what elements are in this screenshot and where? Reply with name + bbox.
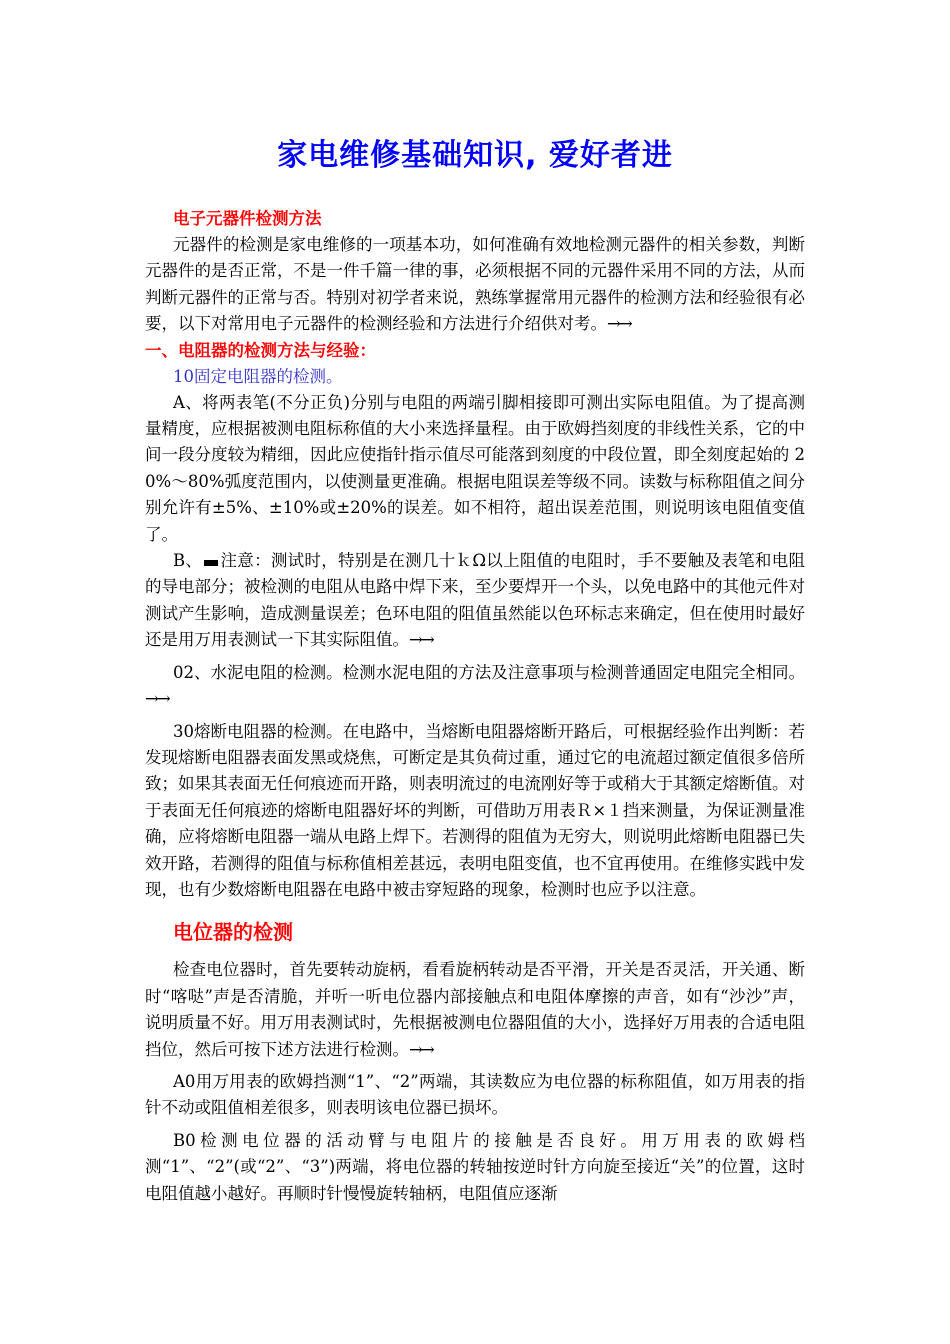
intro-text: 元器件的检测是家电维修的一项基本功，如何准确有效地检测元器件的相关参数，判断元器件的是否正常，不是一件千篇一律的事，必须根据不同的元器件采用不同的方法，从而判断元器件的正常与否。特别对初学者来说，熟练掌握常用元器件的检测方法和经验很有必要，以下对常用电子元器件的检测经验和方法进行介绍供对考。: [145, 235, 805, 334]
section2-paragraph-a: A0用万用表的欧姆挡测“1”、“2”两端，其读数应为电位器的标称阻值，如万用表的指针不动或阻值相差很多，则表明该电位器已损坏。: [145, 1071, 805, 1118]
intro-heading: 电子元器件检测方法: [173, 209, 322, 228]
intro-heading-wrap: [145, 206, 805, 232]
s2p1-text: 检查电位器时，首先要转动旋柄，看看旋柄转动是否平滑，开关是否灵活，开关通、断时“喀哒”声是否清脆，并听一听电位器内部接触点和电阻体摩擦的声音，如有“沙沙”声，说明质量不好。用万用表测试时，先根据被测电位器阻值的大小，选择好万用表的合适电阻挡位，然后可按下述方法进行检测。: [145, 960, 805, 1059]
b-prefix: B、: [173, 551, 203, 571]
p2-arrow: →→: [145, 689, 169, 709]
section1-paragraph-a: A、将两表笔(不分正负)分别与电阻的两端引脚相接即可测出实际电阻值。为了提高测量精度，应根据被测电阻标称值的大小来选择量程。由于欧姆挡刻度的非线性关系，它的中间一段分度较为精细，因此应使指针指示值尽可能落到刻度的中段位置，即全刻度起始的 20%～80%弧度范围内，以使测量更准确。根据电阻误差等级不同。读数与标称阻值之间分别允许有±5%、±10%或±20%的误差。如不相符，超出误差范围，则说明该电阻值变值了。: [145, 392, 805, 544]
section1-paragraph-b: [145, 548, 805, 654]
section1-subheading: 10固定电阻器的检测。: [173, 366, 343, 386]
section2-paragraph-b: B0检测电位器的活动臂与电阻片的接触是否良好。用万用表的欧姆档测“1”、“2”(或“2”、“3”)两端，将电位器的转轴按逆时针方向旋至接近“关”的位置，这时电阻值越小越好。再顺时针慢慢旋转轴柄，电阻值应逐渐: [145, 1130, 805, 1203]
section1-paragraph-3: 30熔断电阻器的检测。在电路中，当熔断电阻器熔断开路后，可根据经验作出判断：若发现熔断电阻器表面发黑或烧焦，可断定是其负荷过重，通过它的电流超过额定值很多倍所致；如果其表面无任何痕迹而开路，则表明流过的电流刚好等于或稍大于其额定熔断值。对于表面无任何痕迹的熔断电阻器好坏的判断，可借助万用表Ｒ×１挡来测量，为保证测量准确，应将熔断电阻器一端从电路上焊下。若测得的阻值为无穷大，则说明此熔断电阻器已失效开路，若测得的阻值与标称值相差甚远，表明电阻变值，也不宜再使用。在维修实践中发现，也有少数熔断电阻器在电路中被击穿短路的现象，检测时也应予以注意。: [145, 721, 805, 899]
intro-paragraph: [145, 232, 805, 338]
s2p1-arrow: →→: [409, 1039, 433, 1059]
intro-arrow: →→: [607, 314, 631, 334]
section2-paragraph-1: [145, 957, 805, 1063]
section1-heading: 一、电阻器的检测方法与经验：: [145, 340, 376, 360]
page-title: 家电维修基础知识, 爱好者进: [277, 138, 673, 173]
section2-heading: 电位器的检测: [173, 920, 293, 945]
black-mark-icon: [204, 560, 218, 566]
section1-paragraph-2: [145, 660, 805, 713]
p2-text: 02、水泥电阻的检测。检测水泥电阻的方法及注意事项与检测普通固定电阻完全相同。: [173, 662, 805, 682]
b-arrow: →→: [409, 630, 433, 650]
b-text: 注意：测试时，特别是在测几十ｋΩ以上阻值的电阻时，手不要触及表笔和电阻的导电部分；被检测的电阻从电路中焊下来，至少要焊开一个头，以免电路中的其他元件对测试产生影响，造成测量误差；色环电阻的阻值虽然能以色环标志来确定，但在使用时最好还是用万用表测试一下其实际阻值。: [145, 551, 805, 650]
